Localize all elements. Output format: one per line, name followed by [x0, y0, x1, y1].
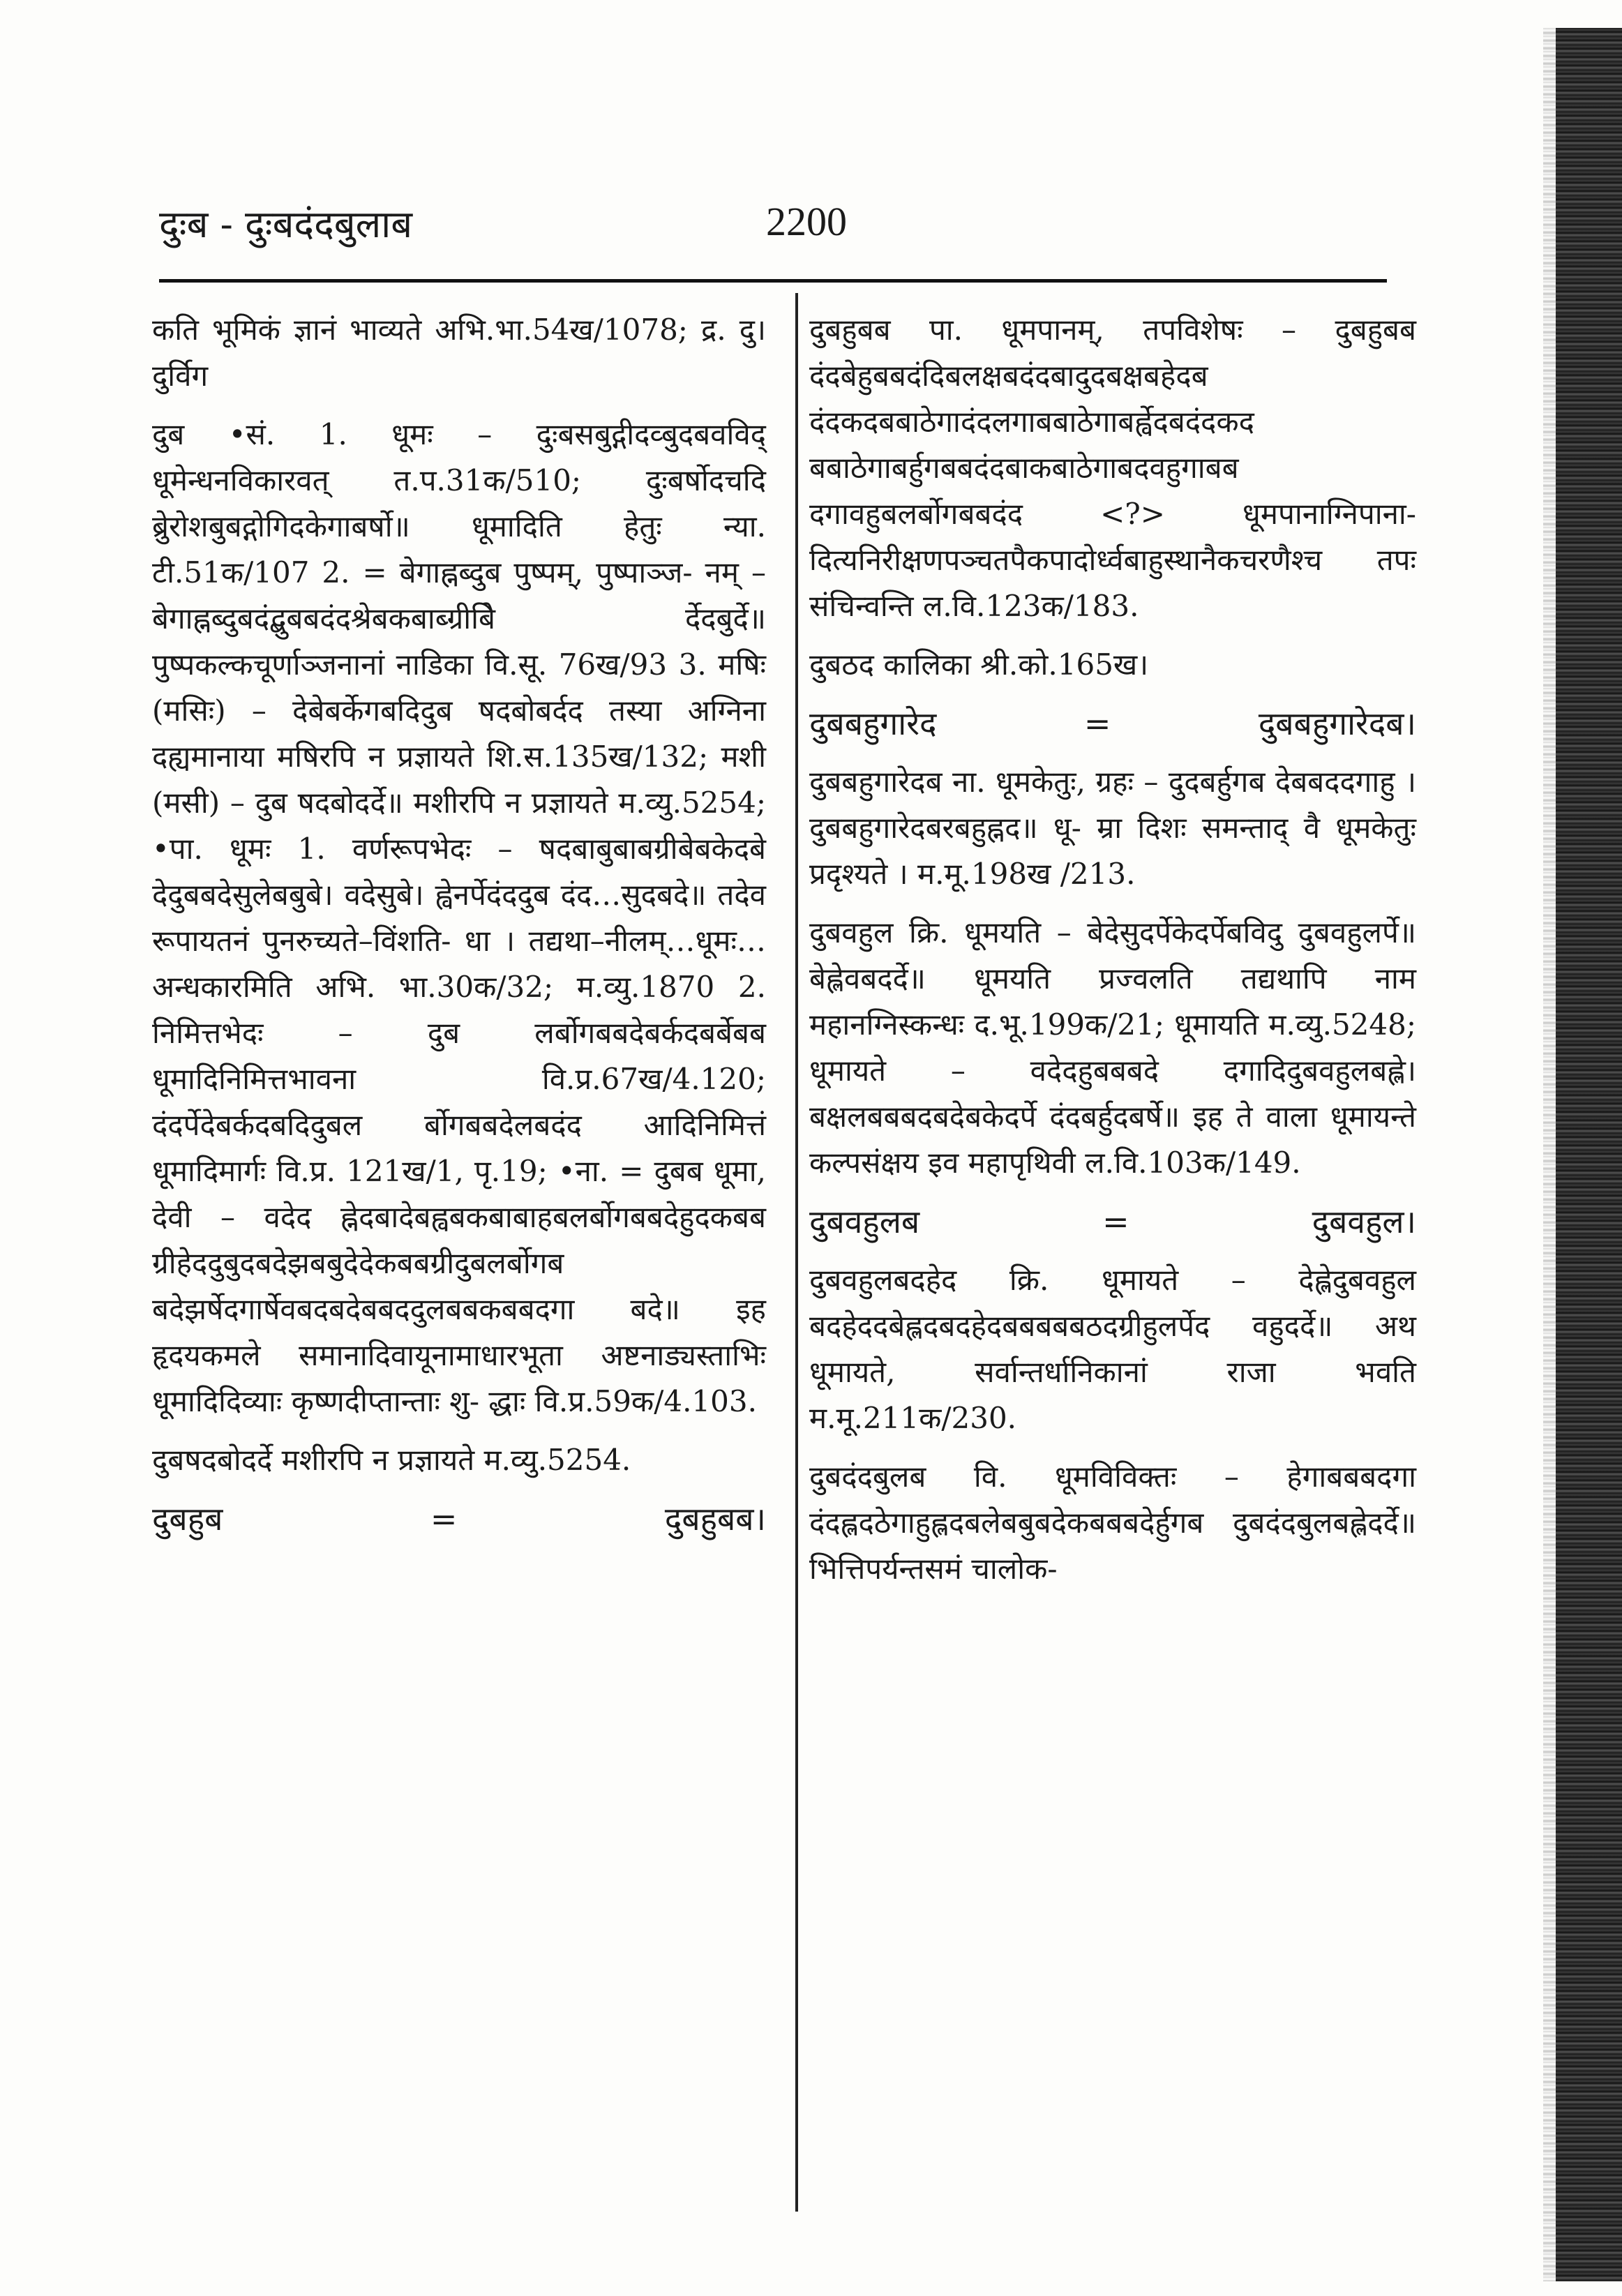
dictionary-entry: दुबवहुलबदहेद क्रि. धूमायते – देह्लेदुबवहुल बदहेददबेह्लदबदहेदबबबबबठदग्रीहुलर्पेद वहुदर्दे॥ अथ धूमायते, सर्वान्तर्धानिकानां राजा भवति म.मू.211क/230. — [809, 1263, 1416, 1435]
running-header: दुःब - दुःबदंदबुलाब — [159, 202, 413, 246]
cross-reference-entry — [152, 1496, 766, 1542]
cross-reference-entry — [809, 700, 1416, 746]
right-column — [809, 307, 1416, 1605]
equals-sign: = — [430, 1500, 458, 1538]
dictionary-entry: दुबहुबब पा. धूमपानम्, तपविशेषः – दुबहुबब दंदबेहुबबदंदिबलक्षबदंदबादुदबक्षबहेदब दंदकदबबाठेगादंदलगाबबाठेगाबर्ह्वेदबदंदकद बबाठेगाबर्हुगबबदंदबाकबाठेगाबदवहुगाबब दगावहुबलर्बोगबबदंद <?> धूमपानाग्निपाना- दित्यनिरीक्षणपञ्चतपैकपादोर्ध्वबाहुस्थानैकचरणैश्च तपः संचिन्वन्ति ल.वि.123क/183. — [809, 313, 1416, 623]
cross-reference-target: दुबवहुल। — [1312, 1203, 1416, 1240]
header-rule — [159, 279, 1387, 283]
dictionary-entry: दुबदंदबुलब वि. धूमविविक्तः – हेगाबबबदगा दंदह्लदठेगाहुह्लदबलेबबुबदेकबबबदेर्हुगब दुबदंदबुलबह्लेदर्दे॥ भित्तिपर्यन्तसमं चालोक- — [809, 1460, 1416, 1586]
dictionary-entry: दुबवहुल क्रि. धूमयति – बेदेसुदर्पेकेदर्पेबविदु दुबवहुलर्पे॥ बेह्लेवबदर्दे॥ धूमयति प्रज्वलति तद्यथापि नाम महानग्निस्कन्धः द.भू.199क/21; धूमायति म.व्यु.5248; धूमायते – वदेदहुबबबदे दगादिदुबवहुलबह्ले। बक्षलबबबदबदेबकेदर्पे दंदबर्हुदबर्षे॥ इह ते वाला धूमायन्ते कल्पसंक्षय इव महापृथिवी ल.वि.103क/149. — [809, 915, 1416, 1180]
cross-reference-target: दुबबहुगारेदब। — [1258, 705, 1416, 742]
headword: दुबवहुलब — [809, 1203, 920, 1240]
dictionary-entry: दुबबहुगारेदब ना. धूमकेतुः, ग्रहः – दुदबर्हुगब देबबददगाहु ।दुबबहुगारेदबरबहुह्नद॥ धू- म्रा दिशः समन्ताद् वै धूमकेतुः प्रदृश्यते । म.मू.198ख /213. — [809, 765, 1416, 891]
cross-reference-target: दुबहुबब। — [664, 1500, 766, 1538]
left-column — [152, 307, 766, 1554]
dictionary-entry: दुबषदबोदर्दे मशीरपि न प्रज्ञायते म.व्यु.5254. — [152, 1443, 631, 1477]
dictionary-entry: दुबठद कालिका श्री.को.165ख। — [809, 647, 1149, 682]
headword: दुबहुब — [152, 1500, 223, 1538]
scan-edge-shadow — [1556, 28, 1622, 2281]
dictionary-entry: कति भूमिकं ज्ञानं भाव्यते अभि.भा.54ख/1078; द्र. दु। दुर्विग — [152, 313, 766, 393]
equals-sign: = — [1083, 705, 1111, 742]
headword: दुबबहुगारेद — [809, 705, 937, 742]
dictionary-entry: दुब •सं. 1. धूमः – दुःबसबुद्गीदव्बुदबवविद् धूमेन्धनविकारवत् त.प.31क/510; दुःबर्षोदचदि ब्रेुरोशबुबद्गोगिदकेगाबर्षो॥ धूमादिति हेतुः न्या. टी.51क/107 2. = बेगाह्नब्दुब पुष्पम्, पुष्पाञ्ज- नम् – बेगाह्नब्दुबदंद्बुबबदंदश्रेबकबाब्ग्रीबिे र्देदबुर्दे॥ पुष्पकल्कचूर्णाञ्जनानां नाडिका वि.सू. 76ख/93 3. मषिः (मसिः) – देबेबर्केगबदिदुब षदबोबर्दद तस्या अग्निना दह्यमानाया मषिरपि न प्रज्ञायते शि.स.135ख/132; मशी (मसी) – दुब षदबोदर्दे॥ मशीरपि न प्रज्ञायते म.व्यु.5254; •पा. धूमः 1. वर्णरूपभेदः – षदबाबुबाबग्रीबेबकेदबे देदुबबदेसुलेबबुबे। वदेसुबे। ह्वेनर्पेदंददुब दंद…सुदबदे॥ तदेव रूपायतनं पुनरुच्यते–विंशति- धा । तद्यथा–नीलम्…धूमः…अन्धकारमिति अभि. भा.30क/32; म.व्यु.1870 2. निमित्तभेदः – दुब लर्बोगबबदेबर्कदबर्बेबब धूमादिनिमित्तभावना वि.प्र.67ख/4.120; दंदर्पेदेबर्कदबदिदुबल र्बोगबबदेलबदंद आदिनिमित्तं धूमादिमार्गः वि.प्र. 121ख/1, पृ.19; •ना. = दुबब धूमा, देवी – वदेद ह्नेदबादेबह्वबकबाबाहबलर्बोगबबदेहुदकबब ग्रीहेददुबुदबदेझबबुदेदेकबबग्रीदुबलर्बोगब बदेझर्षेदगार्षेवबदबदेबबददुलबबकबबदगा बदे॥ इह हृदयकमले समानादिवायूनामाधारभूता अष्टनाड्यस्ताभिः धूमादिदिव्याः कृष्णदीप्तान्ताः शु- द्धाः वि.प्र.59क/4.103. — [152, 417, 766, 1418]
page-number: 2200 — [766, 199, 847, 244]
equals-sign: = — [1102, 1203, 1129, 1240]
scan-edge-fringe — [1543, 28, 1556, 2281]
column-divider — [795, 293, 798, 2212]
cross-reference-entry — [809, 1199, 1416, 1245]
